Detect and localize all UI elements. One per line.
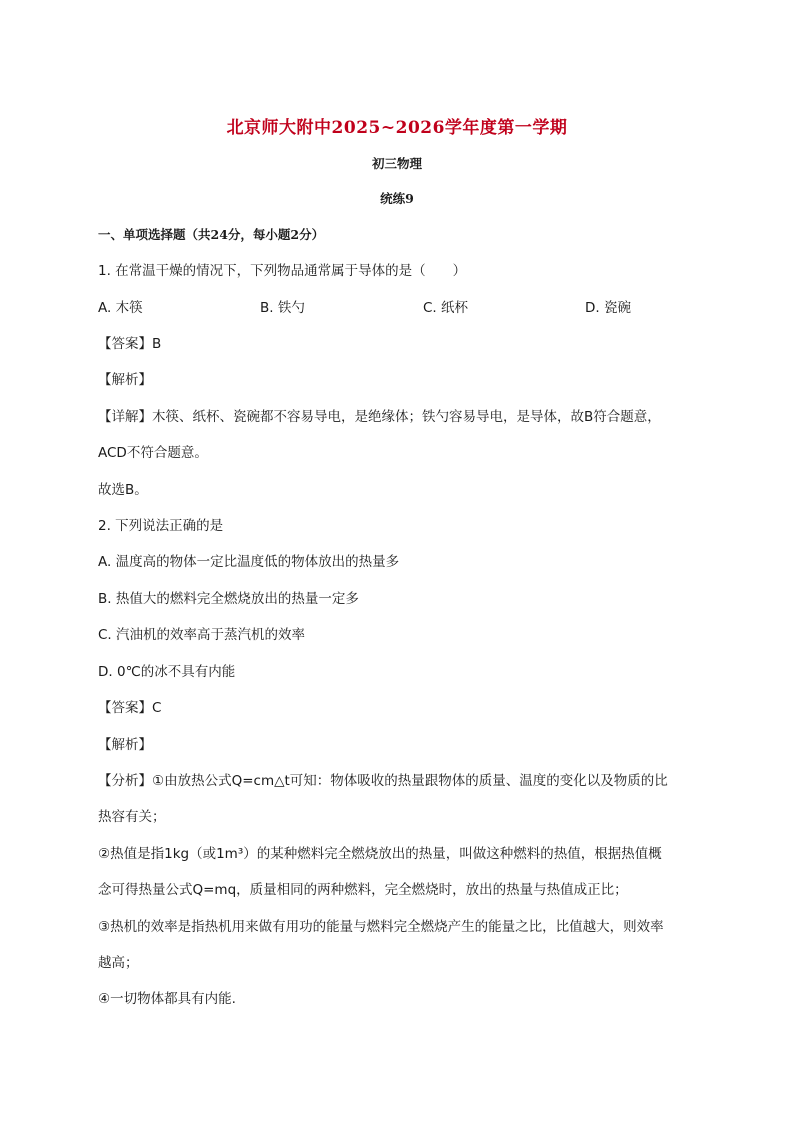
question-1-option-a: A. 木筷 <box>98 300 143 316</box>
question-2-analysis-line-6: 越高； <box>98 955 139 971</box>
question-1-answer: 【答案】B <box>98 336 162 352</box>
question-2-stem: 2. 下列说法正确的是 <box>98 518 224 534</box>
question-2-analysis-line-3: ②热值是指1kg（或1m³）的某种燃料完全燃烧放出的热量，叫做这种燃料的热值，根据热值概 <box>98 846 662 862</box>
question-2-option-d: D. 0℃的冰不具有内能 <box>98 664 236 680</box>
question-2-option-a: A. 温度高的物体一定比温度低的物体放出的热量多 <box>98 554 400 570</box>
document-title: 北京师大附中2025~2026学年度第一学期 <box>226 118 568 138</box>
question-2-analysis-label: 【解析】 <box>98 737 152 753</box>
question-2-analysis-line-2: 热容有关； <box>98 809 166 825</box>
question-1-analysis-label: 【解析】 <box>98 372 152 388</box>
question-2-analysis-line-4: 念可得热量公式Q=mq，质量相同的两种燃料，完全燃烧时，放出的热量与热值成正比； <box>98 882 628 898</box>
question-2-option-b: B. 热值大的燃料完全燃烧放出的热量一定多 <box>98 591 359 607</box>
exercise-label: 统练9 <box>380 191 414 206</box>
subject-label: 初三物理 <box>371 156 422 171</box>
question-2-analysis-line-1: 【分析】①由放热公式Q=cm△t可知：物体吸收的热量跟物体的质量、温度的变化以及物质的比 <box>98 773 668 789</box>
question-2-answer: 【答案】C <box>98 700 162 716</box>
question-1-option-d: D. 瓷碗 <box>585 300 631 316</box>
question-1-detail-line-1: 【详解】木筷、纸杯、瓷碗都不容易导电，是绝缘体；铁勺容易导电，是导体，故B符合题意， <box>98 409 661 425</box>
question-2-option-c: C. 汽油机的效率高于蒸汽机的效率 <box>98 627 306 643</box>
question-1-option-b: B. 铁勺 <box>260 300 305 316</box>
question-1-conclusion: 故选B。 <box>98 482 148 498</box>
question-2-analysis-line-7: ④一切物体都具有内能. <box>98 991 236 1007</box>
question-2-analysis-line-5: ③热机的效率是指热机用来做有用功的能量与燃料完全燃烧产生的能量之比，比值越大，则效率 <box>98 919 664 935</box>
question-1-stem: 1. 在常温干燥的情况下，下列物品通常属于导体的是（ ） <box>98 263 467 279</box>
question-1-detail-line-2: ACD不符合题意。 <box>98 445 208 461</box>
question-1-option-c: C. 纸杯 <box>423 300 469 316</box>
section-heading: 一、单项选择题（共24分，每小题2分） <box>98 227 325 242</box>
